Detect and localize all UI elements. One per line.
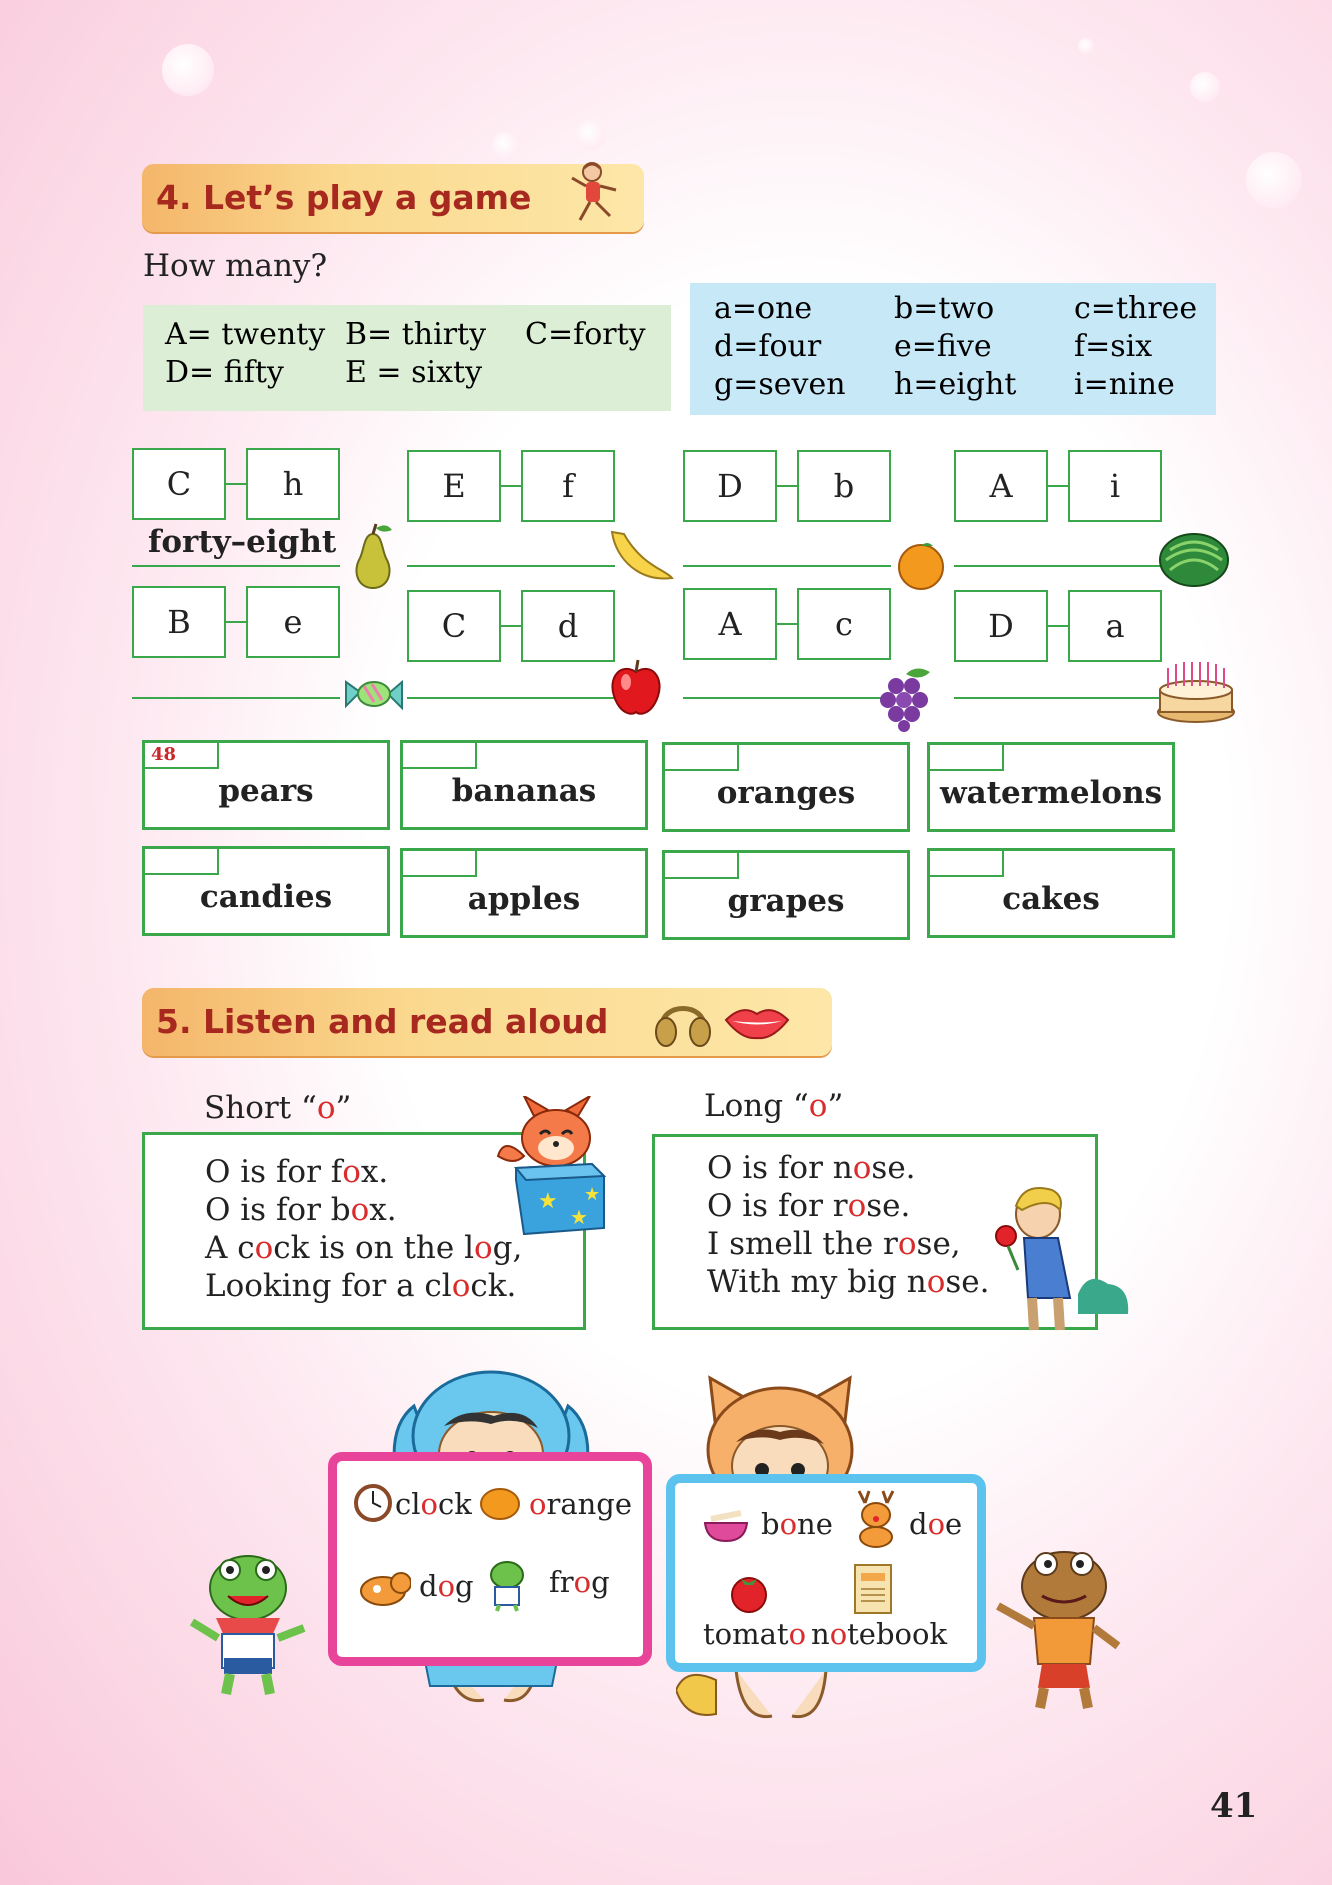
number-slot[interactable] [930, 851, 1004, 877]
short-o-heading: Short “o” [204, 1090, 352, 1126]
ones-key: e=five [894, 329, 992, 364]
card-word: bone [761, 1507, 833, 1541]
tens-key: C=forty [525, 317, 646, 352]
long-o-heading: Long “o” [704, 1088, 844, 1124]
notebook-icon [853, 1563, 893, 1615]
tens-letter-box: D [954, 590, 1048, 662]
ones-key: g=seven [714, 367, 846, 402]
pair-connector [499, 485, 523, 487]
decor-bubble [162, 44, 214, 96]
section4-banner [142, 164, 644, 232]
tens-letter-box: C [407, 590, 501, 662]
word-box-watermelons[interactable] [927, 742, 1175, 832]
tens-letter-box: A [683, 588, 777, 660]
grapes-icon [876, 664, 938, 732]
answer-line[interactable] [954, 565, 1162, 567]
word-label: apples [467, 881, 581, 917]
card-word: orange [529, 1487, 633, 1521]
tens-letter-box: C [132, 448, 226, 520]
ones-letter-box: a [1068, 590, 1162, 662]
poem-line: O is for rose. [707, 1188, 911, 1224]
ones-letter-box: f [521, 450, 615, 522]
deer-icon [851, 1489, 901, 1549]
ones-key: d=four [714, 329, 822, 364]
tens-letter-box: E [407, 450, 501, 522]
word-label: cakes [1002, 881, 1100, 917]
pair-connector [775, 485, 799, 487]
pair-connector [499, 625, 523, 627]
tens-key: D= fifty [165, 355, 284, 390]
tens-letter-box: B [132, 586, 226, 658]
svg-text:★: ★ [584, 1184, 601, 1205]
word-box-oranges[interactable] [662, 742, 910, 832]
answer-text: forty–eight [148, 524, 337, 560]
word-box-grapes[interactable] [662, 850, 910, 940]
word-box-cakes[interactable] [927, 848, 1175, 938]
poem-line: O is for nose. [707, 1150, 916, 1186]
pair-connector [224, 483, 248, 485]
tens-letter-box: D [683, 450, 777, 522]
poem-line: I smell the rose, [707, 1226, 961, 1262]
word-box-apples[interactable] [400, 848, 648, 938]
word-label: oranges [716, 775, 856, 811]
dog-icon [353, 1565, 411, 1609]
answer-line[interactable] [683, 565, 891, 567]
clock-icon [353, 1483, 393, 1523]
poem-line: O is for box. [205, 1192, 397, 1228]
poem-line: With my big nose. [707, 1264, 990, 1300]
section5-title: 5. Listen and read aloud [156, 1002, 609, 1041]
long-o-word-card [666, 1474, 986, 1672]
tens-key: A= twenty [165, 317, 326, 352]
decor-bubble [576, 120, 606, 150]
ones-letter-box: e [246, 586, 340, 658]
ones-letter-box: h [246, 448, 340, 520]
card-word: clock [395, 1487, 472, 1521]
ones-letter-box: i [1068, 450, 1162, 522]
word-label: grapes [727, 883, 845, 919]
answer-line[interactable] [683, 697, 891, 699]
cake-icon [1156, 654, 1236, 724]
question-text: How many? [143, 248, 328, 284]
poem-line: A cock is on the log, [205, 1230, 523, 1266]
dancing-boy-icon [562, 160, 634, 232]
ones-key: i=nine [1074, 367, 1175, 402]
pair-connector [1046, 485, 1070, 487]
ones-letter-box: d [521, 590, 615, 662]
card-word: notebook [811, 1617, 948, 1651]
word-box-bananas[interactable] [400, 740, 648, 830]
poem-line: Looking for a clock. [205, 1268, 517, 1304]
apple-icon [606, 656, 666, 718]
svg-text:★: ★ [538, 1189, 558, 1214]
answer-line[interactable] [407, 697, 615, 699]
orange-icon [479, 1485, 521, 1521]
card-word: tomato [703, 1617, 807, 1651]
section4-title: 4. Let’s play a game [156, 178, 532, 217]
card-word: dog [419, 1569, 474, 1603]
tens-key: E = sixty [345, 355, 483, 390]
number-slot[interactable] [145, 849, 219, 875]
word-label: bananas [451, 773, 597, 809]
number-slot[interactable] [403, 851, 477, 877]
pair-connector [224, 621, 248, 623]
short-o-word-card [328, 1452, 652, 1666]
decor-bubble [1190, 72, 1220, 102]
answer-line[interactable] [954, 697, 1162, 699]
decor-bubble [1246, 152, 1302, 208]
word-label: candies [199, 879, 333, 915]
ones-key: b=two [894, 291, 995, 326]
watermelon-icon [1156, 530, 1236, 590]
tens-letter-box: A [954, 450, 1048, 522]
card-word: frog [549, 1565, 610, 1599]
page-number: 41 [1210, 1786, 1258, 1826]
svg-text:★: ★ [570, 1205, 588, 1229]
answer-line[interactable] [407, 565, 615, 567]
tens-key-box [143, 305, 671, 411]
answer-line[interactable] [132, 565, 340, 567]
bone-bowl-icon [701, 1505, 751, 1545]
number-slot[interactable] [403, 743, 477, 769]
pair-connector [1046, 625, 1070, 627]
toad-character-icon [990, 1542, 1132, 1712]
lips-icon [724, 1002, 790, 1042]
ones-key-box [690, 283, 1216, 415]
number-slot[interactable]: 48 [145, 743, 219, 769]
word-label: pears [218, 773, 314, 809]
section5-banner [142, 988, 832, 1056]
fox-in-box-icon [494, 1096, 614, 1238]
word-label: watermelons [939, 775, 1163, 811]
frog-icon [483, 1557, 531, 1613]
number-slot[interactable] [930, 745, 1004, 771]
word-box-pears[interactable] [142, 740, 390, 830]
decor-bubble [492, 132, 520, 160]
boy-smelling-rose-icon [988, 1174, 1130, 1332]
orange-icon [894, 538, 948, 592]
number-slot[interactable] [665, 745, 739, 771]
number-slot[interactable] [665, 853, 739, 879]
poem-line: O is for fox. [205, 1154, 389, 1190]
decor-bubble [1078, 38, 1094, 54]
tomato-icon [727, 1571, 771, 1613]
word-box-candies[interactable] [142, 846, 390, 936]
card-word: doe [909, 1507, 963, 1541]
ones-key: h=eight [894, 367, 1017, 402]
pear-icon [342, 520, 404, 592]
frog-character-icon [186, 1548, 310, 1700]
ones-key: c=three [1074, 291, 1198, 326]
headphones-icon [652, 992, 714, 1052]
tens-key: B= thirty [345, 317, 487, 352]
answer-line[interactable] [132, 697, 340, 699]
ones-key: a=one [714, 291, 813, 326]
ones-key: f=six [1074, 329, 1153, 364]
pair-connector [775, 623, 799, 625]
banana-icon [606, 526, 676, 588]
ones-letter-box: b [797, 450, 891, 522]
ones-letter-box: c [797, 588, 891, 660]
candy-icon [342, 672, 406, 718]
